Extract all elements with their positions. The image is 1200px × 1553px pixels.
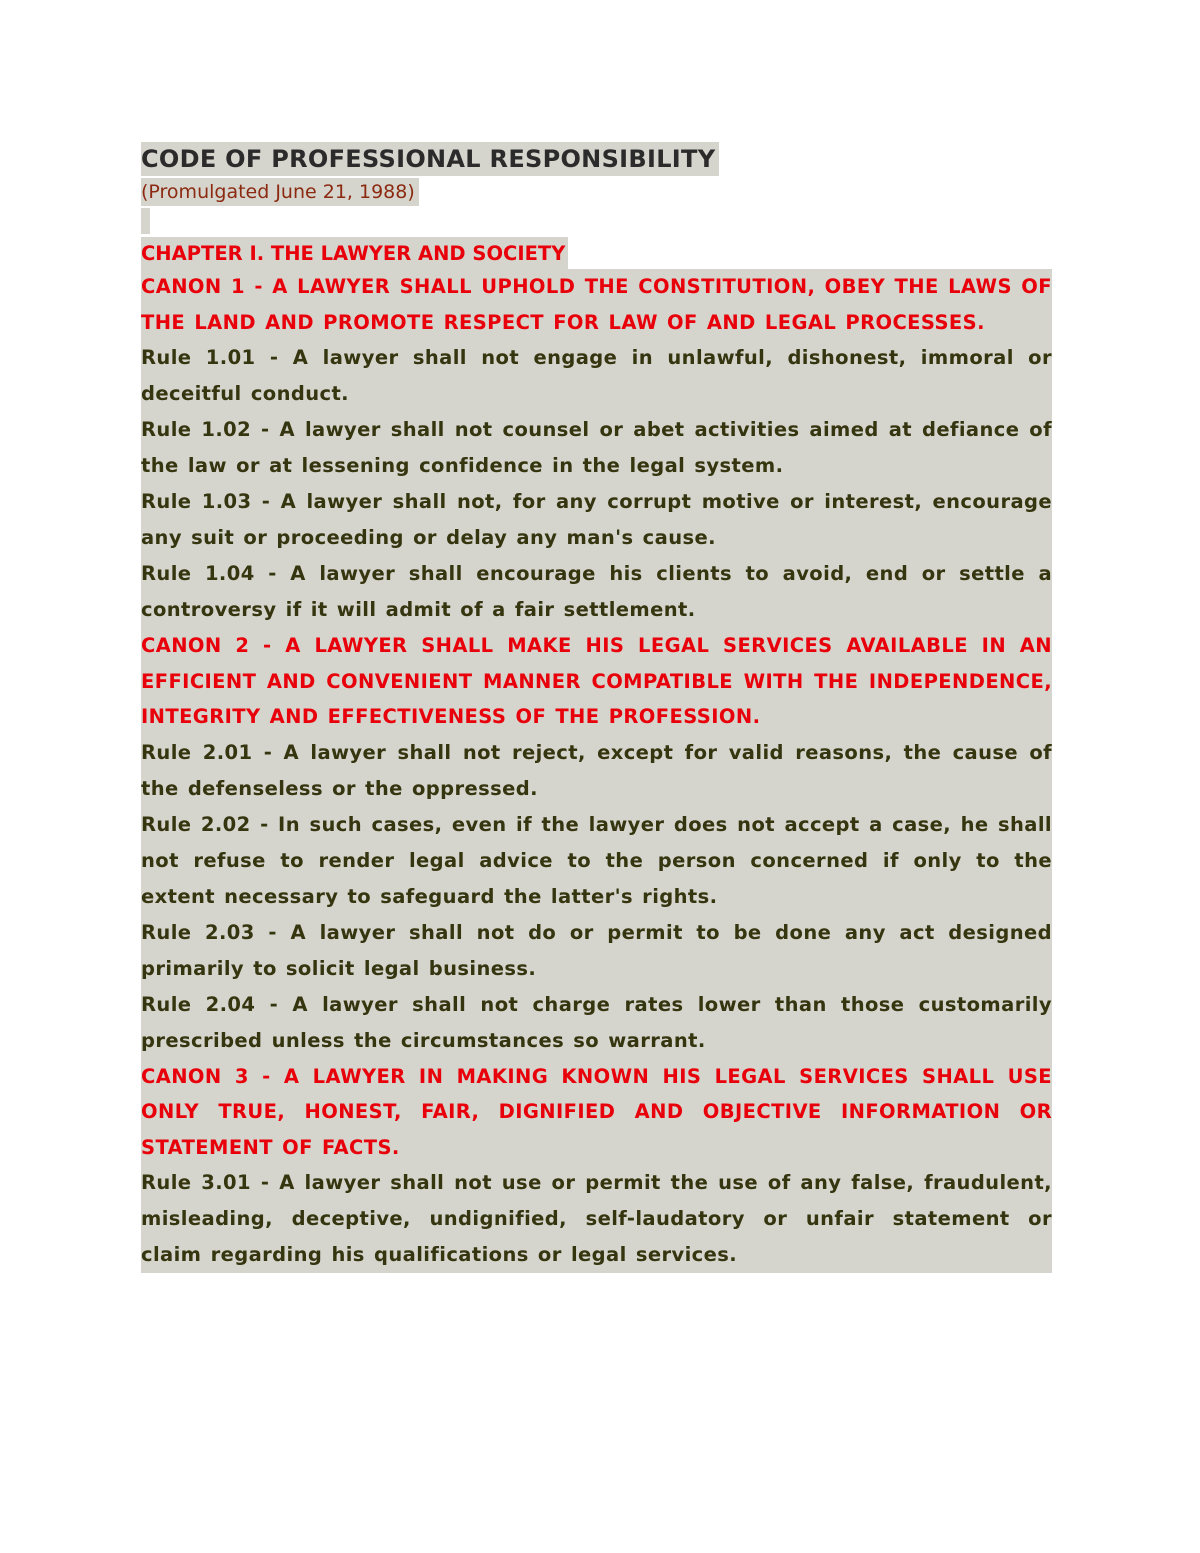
rule-paragraph: Rule 2.03 - A lawyer shall not do or permit to be done any act designed primarily to solicit legal business. (141, 920, 1052, 980)
canon-paragraph: CANON 1 - A LAWYER SHALL UPHOLD THE CONSTITUTION, OBEY THE LAWS OF THE LAND AND PROMOTE RESPECT FOR LAW OF AND LEGAL PROCESSES. (141, 275, 1052, 334)
rule-paragraph: Rule 2.04 - A lawyer shall not charge rates lower than those customarily prescribed unless the circumstances so warrant. (141, 992, 1052, 1052)
empty-highlight-mark (141, 208, 150, 234)
chapter-heading: CHAPTER I. THE LAWYER AND SOCIETY (141, 237, 568, 270)
document-subtitle: (Promulgated June 21, 1988) (141, 178, 419, 206)
title-block (141, 142, 719, 234)
rule-paragraph: Rule 1.03 - A lawyer shall not, for any corrupt motive or interest, encourage any suit or proceeding or delay any man's cause. (141, 490, 1052, 549)
rule-paragraph: Rule 1.04 - A lawyer shall encourage his clients to avoid, end or settle a controversy if it will admit of a fair settlement. (141, 562, 1052, 621)
document-body (141, 269, 1052, 1273)
canon-paragraph: CANON 3 - A LAWYER IN MAKING KNOWN HIS LEGAL SERVICES SHALL USE ONLY TRUE, HONEST, FAIR, DIGNIFIED AND OBJECTIVE INFORMATION OR STATEMENT OF FACTS. (141, 1064, 1052, 1159)
rule-paragraph: Rule 2.01 - A lawyer shall not reject, except for valid reasons, the cause of the defenseless or the oppressed. (141, 740, 1052, 800)
rule-paragraph: Rule 1.01 - A lawyer shall not engage in unlawful, dishonest, immoral or deceitful conduct. (141, 346, 1052, 405)
document-title: CODE OF PROFESSIONAL RESPONSIBILITY (141, 142, 719, 176)
rule-paragraph: Rule 3.01 - A lawyer shall not use or permit the use of any false, fraudulent, misleading, deceptive, undignified, self-laudatory or unfair statement or claim regarding his qualifications or legal services. (141, 1171, 1052, 1266)
rule-paragraph: Rule 1.02 - A lawyer shall not counsel or abet activities aimed at defiance of the law or at lessening confidence in the legal system. (141, 418, 1052, 477)
canon-paragraph: CANON 2 - A LAWYER SHALL MAKE HIS LEGAL SERVICES AVAILABLE IN AN EFFICIENT AND CONVENIENT MANNER COMPATIBLE WITH THE INDEPENDENCE, INTEGRITY AND EFFECTIVENESS OF THE PROFESSION. (141, 634, 1052, 728)
rule-paragraph: Rule 2.02 - In such cases, even if the lawyer does not accept a case, he shall not refuse to render legal advice to the person concerned if only to the extent necessary to safeguard the latter's rights. (141, 812, 1052, 908)
